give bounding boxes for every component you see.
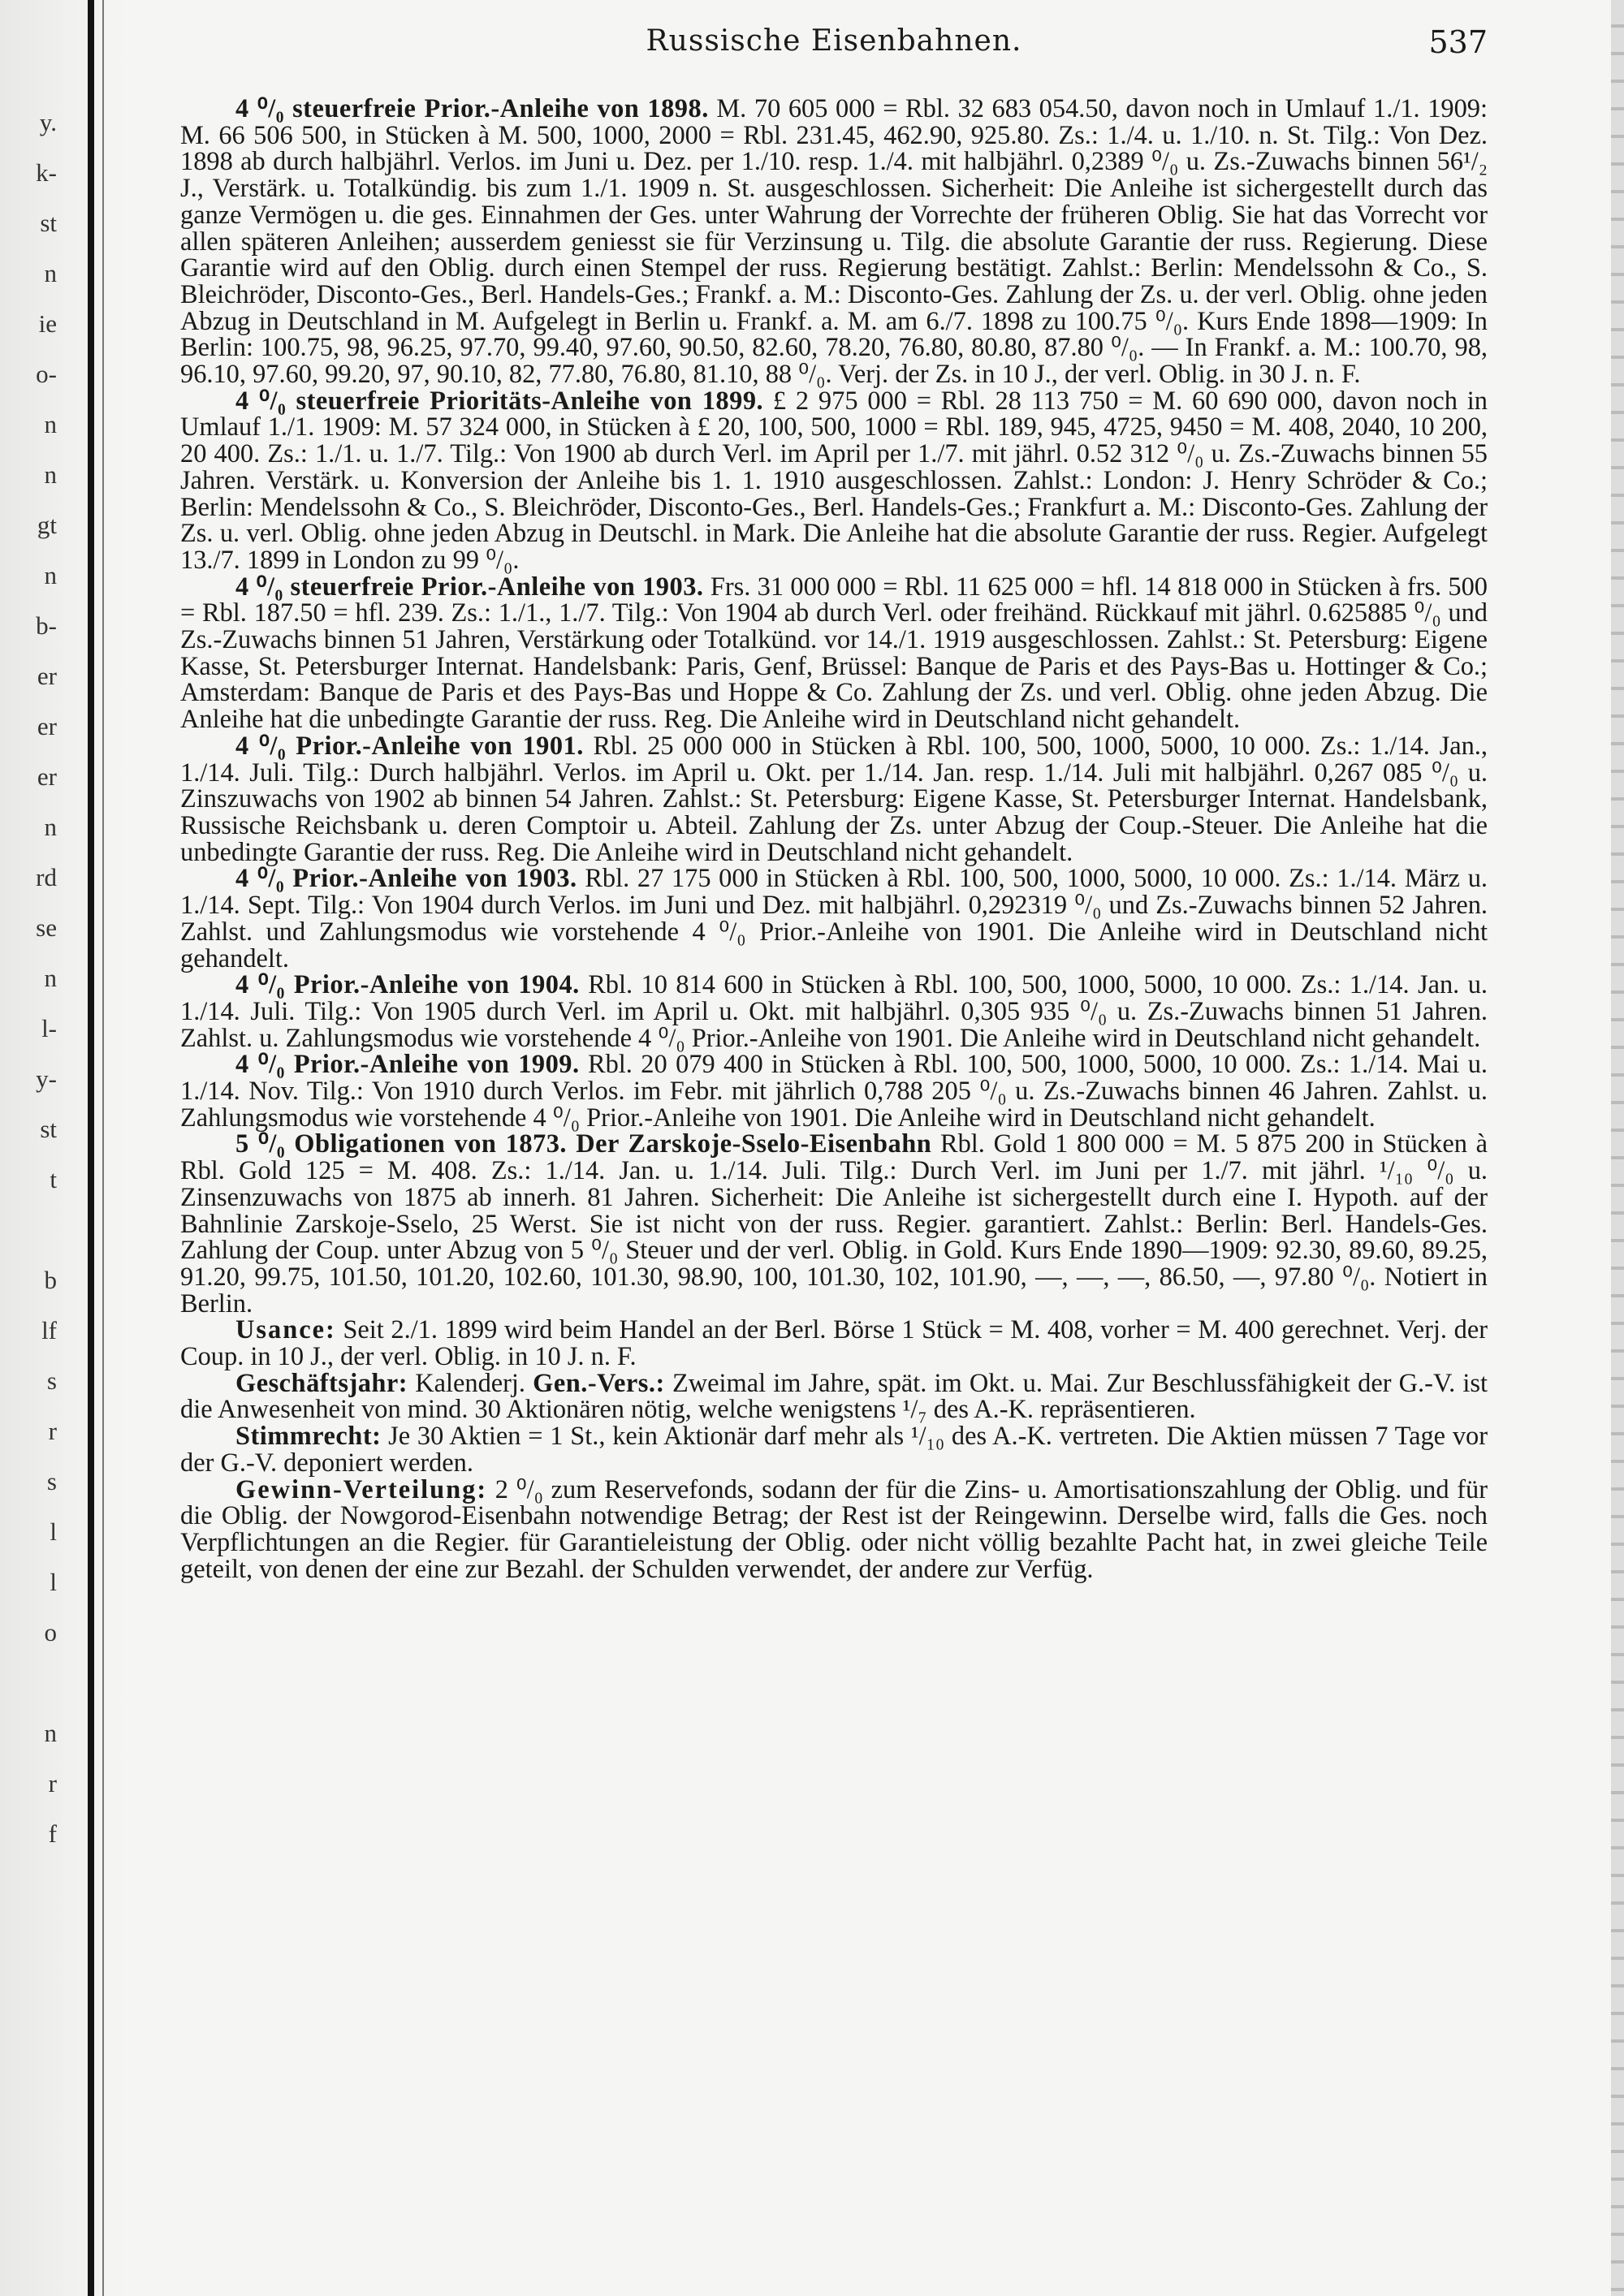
section-heading: 4 ⁰/₀ Prior.-Anleihe von 1909. <box>235 1050 580 1080</box>
binding-fold <box>88 0 94 2296</box>
section-heading: Geschäftsjahr: <box>235 1368 408 1398</box>
margin-fragment <box>0 1859 81 1910</box>
running-title: Russische Eisenbahnen. <box>646 24 1022 58</box>
margin-fragment: k- <box>36 158 57 187</box>
paragraph-usance <box>180 1317 1488 1370</box>
paragraph-prior-anleihe-1904 <box>180 972 1488 1051</box>
margin-fragment: s <box>46 1366 57 1395</box>
paragraph-text-gen-vers: Zweimal im Jahre, spät. im Okt. u. Mai. Zur Beschlussfähigkeit der G.-V. ist die Anwesenheit von mind. 30 Aktionären nötig, welche wenigstens ¹/₇ des A.-K. repräsentieren. <box>180 1368 1488 1425</box>
page-edge <box>1611 0 1624 2296</box>
paragraph-text: 2 ⁰/₀ zum Reservefonds, sodann der für die Zins- u. Amortisationszahlung der Oblig. und für die Oblig. der Nowgorod-Eisenbahn notwendige Betrag; der Rest ist der Reingewinn. Derselbe wird, falls die Ges. noch Verpflichtungen an die Regier. für Garantieleistung der Oblig. oder nicht völlig bezahlte Pacht hat, in zwei gleiche Teile geteilt, von denen der eine zur Bezahl. der Schulden verwendet, der andere zur Verfüg. <box>180 1474 1488 1584</box>
margin-fragment: l- <box>41 1014 57 1042</box>
margin-fragment: s <box>46 1467 57 1495</box>
margin-fragment: r <box>48 1769 57 1798</box>
section-heading: 4 ⁰/₀ Prior.-Anleihe von 1903. <box>235 864 577 894</box>
section-heading: 4 ⁰/₀ steuerfreie Prioritäts-Anleihe von 1899. <box>235 386 764 416</box>
binding-fold-edge <box>102 0 104 2296</box>
margin-fragment: rd <box>36 863 57 891</box>
paragraph-geschaeftsjahr <box>180 1370 1488 1423</box>
section-heading: 4 ⁰/₀ Prior.-Anleihe von 1901. <box>235 731 584 761</box>
paragraph-prior-anleihe-1909 <box>180 1051 1488 1131</box>
margin-fragment <box>0 1910 81 1960</box>
paragraph-gewinn-verteilung <box>180 1474 1488 1584</box>
paragraph-text: Rbl. Gold 1 800 000 = M. 5 875 200 in Stücken à Rbl. Gold 125 = M. 408. Zs.: 1./14. Jan. u. 1./14. Juli. Tilg.: Durch Verl. im Juni per 1./7. mit jährl. ¹/₁₀ ⁰/₀ u. Zinsenzuwachs von 1875 ab innerh. 81 Jahren. Sicherheit: Die Anleihe ist sichergestellt durch eine I. Hypoth. auf der Bahnlinie Zarskoje-Sselo, 25 Werst. Sie ist nicht von der russ. Regier. garantiert. Zahlst.: Berlin: Berl. Handels-Ges. Zahlung der Coup. unter Abzug von 5 ⁰/₀ Steuer und der verl. Oblig. in Gold. Kurs Ende 1890—1909: 92.30, 89.60, 89.25, 91.20, 99.75, 101.50, 101.20, 102.60, 101.30, 98.90, 100, 101.30, 102, 101.90, —, —, —, 86.50, —, 97.80 ⁰/₀. Notiert in Berlin. <box>180 1129 1488 1318</box>
section-heading: 5 ⁰/₀ Obligationen von 1873. Der Zarskoje-Sselo-Eisenbahn <box>235 1129 932 1159</box>
paragraph-text: M. 70 605 000 = Rbl. 32 683 054.50, davon noch in Umlauf 1./1. 1909: M. 66 506 500, in Stücken à M. 500, 1000, 2000 = Rbl. 231.45, 462.90, 925.80. Zs.: 1./4. u. 1./10. n. St. Tilg.: Von Dez. 1898 ab durch halbjährl. Verlos. im Juni u. Dez. per 1./10. resp. 1./4. mit halbjährl. 0,2389 ⁰/₀ u. Zs.-Zuwachs binnen 56¹/₂ J., Verstärk. u. Totalkündig. bis zum 1./1. 1909 n. St. ausgeschlossen. Sicherheit: Die Anleihe ist sichergestellt durch das ganze Vermögen u. die ges. Einnahmen der Ges. unter Wahrung der Vorrechte der früheren Oblig. Sie hat das Vorrecht vor allen späteren Anleihen; ausserdem geniesst sie für Verzinsung u. Tilg. die absolute Garantie der russ. Regierung. Diese Garantie wird auf den Oblig. durch einen Stempel der russ. Regierung bestätigt. Zahlst.: Berlin: Mendelssohn & Co., S. Bleichröder, Disconto-Ges., Berl. Handels-Ges.; Frankf. a. M.: Disconto-Ges. Zahlung der Zs. u. der verl. Oblig. ohne jeden Abzug in Deutschland in M. Aufgelegt in Berlin u. Frankf. a. M. am 6./7. 1898 zu 100.75 ⁰/₀. Kurs Ende 1898—1909: In Berlin: 100.75, 98, 96.25, 97.70, 99.40, 97.60, 90.50, 82.60, 78.20, 76.80, 80.80, 87.80 ⁰/₀. — In Frankf. a. M.: 100.70, 98, 96.10, 97.60, 99.20, 97, 90.10, 82, 77.80, 76.80, 81.10, 88 ⁰/₀. Verj. der Zs. in 10 J., der verl. Oblig. in 30 J. n. F. <box>180 94 1488 390</box>
margin-fragment: l <box>50 1568 57 1596</box>
paragraph-text: Je 30 Aktien = 1 St., kein Aktionär darf mehr als ¹/₁₀ des A.-K. vertreten. Die Aktien müssen 7 Tage vor der G.-V. deponiert werden. <box>180 1422 1488 1478</box>
section-heading-gen-vers: Gen.-Vers.: <box>533 1368 665 1398</box>
paragraph-text: Rbl. 10 814 600 in Stücken à Rbl. 100, 500, 1000, 5000, 10 000. Zs.: 1./14. Jan. u. 1./14. Juli. Tilg.: Von 1905 durch Verl. im April u. Okt. mit halbjährl. 0,305 935 ⁰/₀ u. Zs.-Zuwachs binnen 51 Jahren. Zahlst. u. Zahlungsmodus wie vorstehende 4 ⁰/₀ Prior.-Anleihe von 1901. Die Anleihe wird in Deutschland nicht gehandelt. <box>180 970 1488 1053</box>
margin-fragment: n <box>44 460 57 489</box>
section-heading: Gewinn-Verteilung: <box>235 1474 488 1504</box>
margin-fragment: n <box>44 813 57 841</box>
margin-fragment <box>0 1205 81 1255</box>
paragraph-text: £ 2 975 000 = Rbl. 28 113 750 = M. 60 690 000, davon noch in Umlauf 1./1. 1909: M. 57 324 000, in Stücken à £ 20, 100, 500, 1000 = Rbl. 189, 945, 4725, 9450 = M. 408, 2040, 10 200, 20 400. Zs.: 1./1. u. 1./7. Tilg.: Von 1900 ab durch Verl. im April per 1./7. mit jährl. 0.52 312 ⁰/₀ u. Zs.-Zuwachs binnen 55 Jahren. Verstärk. u. Konversion der Anleihe bis 1. 1. 1910 ausgeschlossen. Zahlst.: London: J. Henry Schröder & Co.; Berlin: Mendelssohn & Co., S. Bleichröder, Disconto-Ges., Berl. Handels-Ges.; Frankfurt a. M.: Disconto-Ges. Zahlung der Zs. u. verl. Oblig. ohne jeden Abzug in Deutschl. in Mark. Die Anleihe hat die absolute Garantie der russ. Regier. Aufgelegt 13./7. 1899 in London zu 99 ⁰/₀. <box>180 386 1488 575</box>
margin-fragment: st <box>40 209 57 237</box>
margin-fragment: n <box>44 259 57 287</box>
paragraph-text: Frs. 31 000 000 = Rbl. 11 625 000 = hfl. 14 818 000 in Stücken à frs. 500 = Rbl. 187.50 = hfl. 239. Zs.: 1./1., 1./7. Tilg.: Von 1904 ab durch Verl. oder freihänd. Rückkauf mit jährl. 0.625885 ⁰/₀ und Zs.-Zuwachs binnen 51 Jahren, Verstärkung oder Totalkünd. vor 14./1. 1919 ausgeschlossen. Zahlst.: St. Petersburg: Eigene Kasse, St. Petersburger Internat. Handelsbank: Paris, Genf, Brüssel: Banque de Paris et des Pays-Bas u. Hottinger & Co.; Amsterdam: Banque de Paris et des Pays-Bas und Hoppe & Co. Zahlung der Zs. und verl. Oblig. ohne jeden Abzug. Die Anleihe hat die unbedingte Garantie der russ. Reg. Die Anleihe wird in Deutschland nicht gehandelt. <box>180 572 1488 735</box>
paragraph-obligationen-1873 <box>180 1131 1488 1317</box>
facing-page-margin <box>0 97 81 1848</box>
section-heading: 4 ⁰/₀ Prior.-Anleihe von 1904. <box>235 970 580 1000</box>
section-heading: 4 ⁰/₀ steuerfreie Prior.-Anleihe von 1903. <box>235 572 704 602</box>
margin-fragment: y. <box>39 108 57 136</box>
margin-fragment: er <box>37 762 57 791</box>
paragraph-text: Rbl. 25 000 000 in Stücken à Rbl. 100, 500, 1000, 5000, 10 000. Zs.: 1./14. Jan., 1./14. Juli. Tilg.: Durch halbjährl. Verlos. im April u. Okt. per 1./14. Jan. resp. 1./14. Juli mit halbjährl. 0,267 085 ⁰/₀ u. Zinszuwachs von 1902 ab binnen 54 Jahren. Zahlst.: St. Petersburg: Eigene Kasse, St. Petersburger Internat. Handelsbank, Russische Reichsbank u. deren Comptoir u. Abteil. Zahlung der Zs. unter Abzug der Coup.-Steuer. Die Anleihe hat die unbedingte Garantie der russ. Reg. Die Anleihe wird in Deutschland nicht gehandelt. <box>180 731 1488 867</box>
margin-fragment: r <box>48 1417 57 1445</box>
margin-fragment: lf <box>41 1316 57 1344</box>
page-number: 537 <box>1428 24 1488 60</box>
paragraph-text: Seit 2./1. 1899 wird beim Handel an der Berl. Börse 1 Stück = M. 408, vorher = M. 400 gerechnet. Verj. der Coup. in 10 J., der verl. Oblig. in 10 J. n. F. <box>180 1315 1488 1372</box>
section-heading: 4 ⁰/₀ steuerfreie Prior.-Anleihe von 1898. <box>235 94 709 123</box>
margin-fragment: n <box>44 1719 57 1747</box>
paragraph-prior-anleihe-1898 <box>180 96 1488 388</box>
margin-fragment: y- <box>36 1064 57 1093</box>
margin-fragment: er <box>37 662 57 690</box>
margin-fragment: o- <box>36 360 57 388</box>
margin-fragment: f <box>48 1819 57 1848</box>
document-body <box>180 96 1488 1582</box>
section-heading: Usance: <box>235 1315 336 1345</box>
paragraph-stimmrecht <box>180 1423 1488 1476</box>
paragraph-prior-anleihe-1899 <box>180 388 1488 574</box>
margin-fragment: er <box>37 712 57 740</box>
paragraph-text: Rbl. 20 079 400 in Stücken à Rbl. 100, 500, 1000, 5000, 10 000. Zs.: 1./14. Mai u. 1./14. Nov. Tilg.: Von 1910 durch Verlos. im Febr. mit jährlich 0,788 205 ⁰/₀ u. Zs.-Zuwachs binnen 46 Jahren. Zahlst. u. Zahlungsmodus wie vorstehende 4 ⁰/₀ Prior.-Anleihe von 1901. Die Anleihe wird in Deutschland nicht gehandelt. <box>180 1050 1488 1133</box>
margin-fragment: b- <box>36 611 57 640</box>
section-heading: Stimmrecht: <box>235 1422 382 1452</box>
margin-fragment: se <box>36 913 57 942</box>
margin-fragment: l <box>50 1517 57 1546</box>
paragraph-prior-anleihe-1903-rbl <box>180 865 1488 972</box>
margin-fragment: n <box>44 964 57 992</box>
paragraph-text: Kalenderj. <box>408 1368 533 1398</box>
margin-fragment: gt <box>37 511 57 539</box>
page-header <box>180 24 1488 65</box>
margin-fragment: b <box>44 1266 57 1294</box>
margin-fragment <box>0 1658 81 1708</box>
paragraph-text: Rbl. 27 175 000 in Stücken à Rbl. 100, 500, 1000, 5000, 10 000. Zs.: 1./14. März u. 1./14. Sept. Tilg.: Von 1904 durch Verlos. im Juni und Dez. mit halbjährl. 0,292319 ⁰/₀ und Zs.-Zuwachs binnen 52 Jahren. Zahlst. und Zahlungsmodus wie vorstehende 4 ⁰/₀ Prior.-Anleihe von 1901. Die Anleihe wird in Deutschland nicht gehandelt. <box>180 864 1488 973</box>
margin-fragment: t <box>50 1165 57 1193</box>
margin-fragment: ie <box>38 309 57 338</box>
margin-fragment: n <box>44 410 57 438</box>
margin-fragment: n <box>44 561 57 589</box>
paragraph-prior-anleihe-1901 <box>180 733 1488 866</box>
margin-fragment: st <box>40 1115 57 1143</box>
margin-fragment: o <box>44 1618 57 1646</box>
paragraph-prior-anleihe-1903-frs <box>180 574 1488 733</box>
